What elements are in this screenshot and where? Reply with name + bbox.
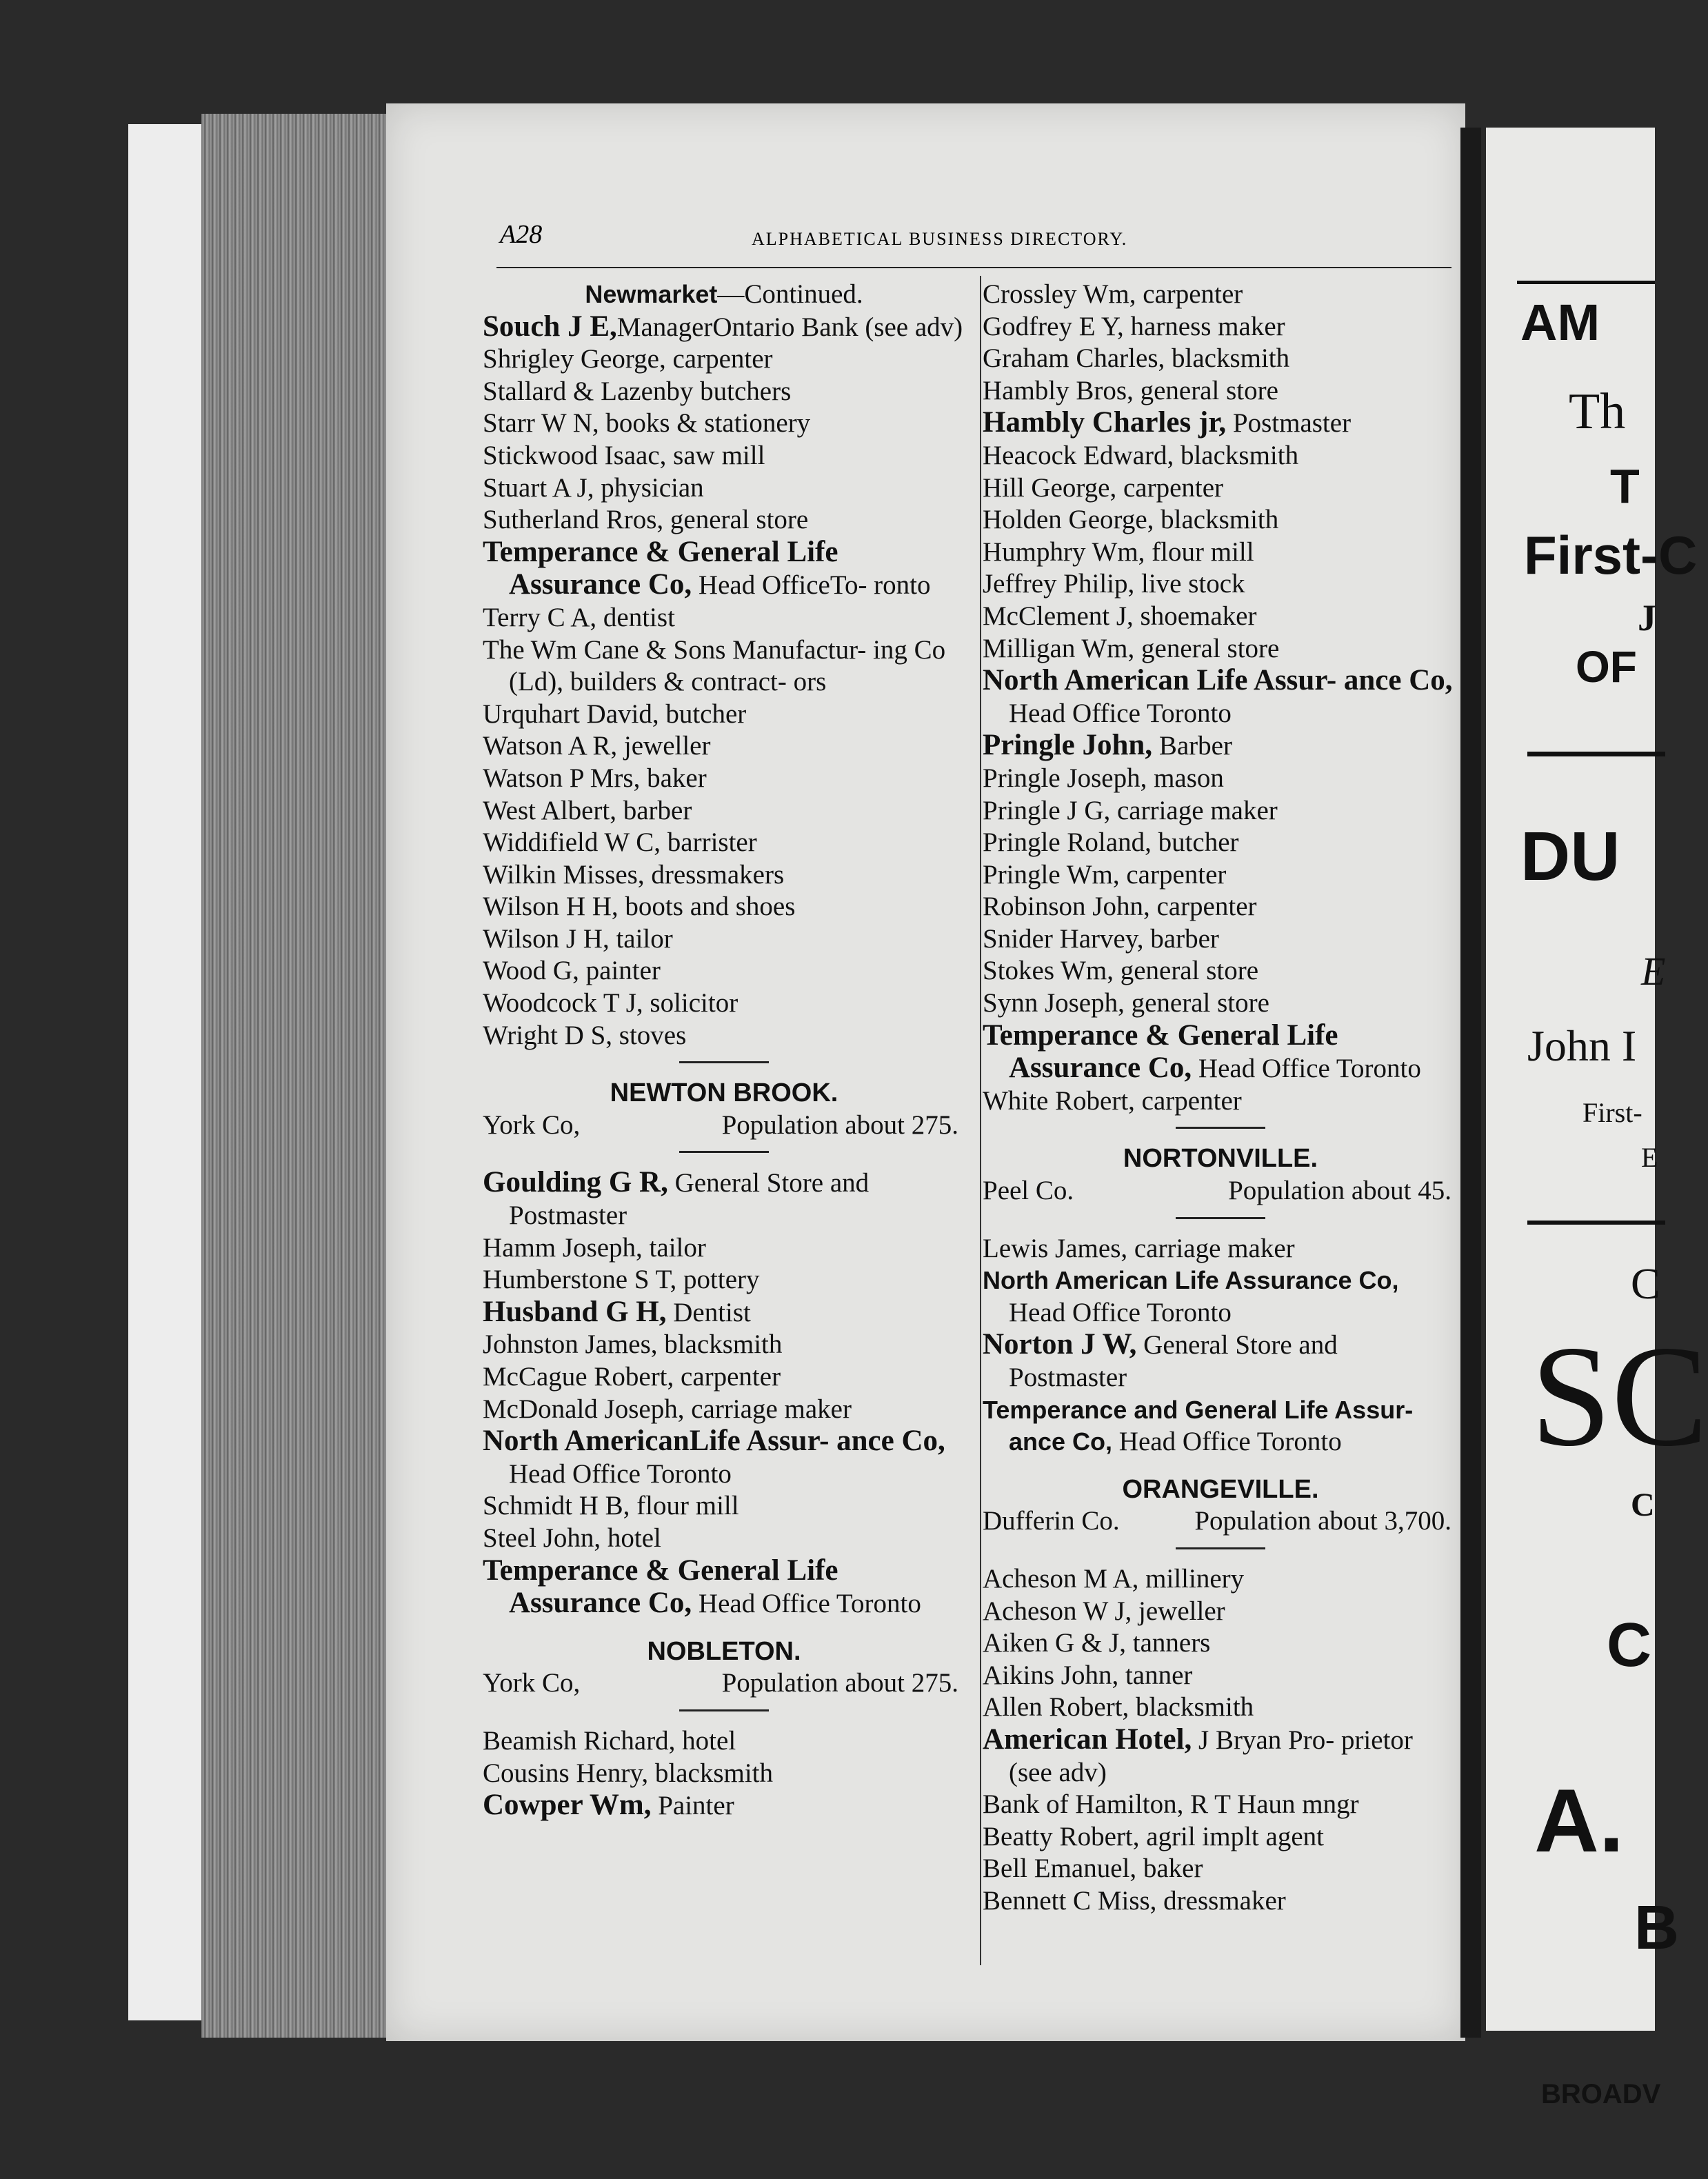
newmarket-entries-left [483, 311, 965, 1052]
entry-text: Humberstone S T, pottery [483, 1265, 760, 1295]
county: Peel Co. [983, 1176, 1074, 1206]
entry-text: Schmidt H B, flour mill [483, 1491, 739, 1521]
page-number: A28 [500, 220, 543, 249]
entry-text: Bank of Hamilton, R T Haun mngr [983, 1789, 1359, 1820]
section-rule [1176, 1217, 1265, 1219]
directory-entry [983, 1660, 1458, 1692]
entry-text: Stuart A J, physician [483, 472, 704, 503]
entry-name: Pringle John, [983, 729, 1153, 762]
population-line [483, 1667, 965, 1700]
directory-entry [483, 1361, 965, 1394]
population: Population about 275. [721, 1109, 958, 1140]
facing-fragment: E [1641, 1142, 1658, 1173]
directory-entry [983, 472, 1458, 505]
directory-entry [983, 407, 1458, 440]
directory-entry [983, 440, 1458, 472]
entry-text: Wood G, painter [483, 956, 661, 986]
entry-text: Bell Emanuel, baker [983, 1854, 1203, 1884]
entry-text: Hamm Joseph, tailor [483, 1232, 706, 1263]
directory-entry [983, 1596, 1458, 1628]
directory-entry [483, 472, 965, 505]
directory-entry [983, 633, 1458, 665]
directory-entry [983, 1563, 1458, 1596]
entry-text: J Bryan Pro- prietor (see adv) [1009, 1725, 1413, 1787]
entry-text: General Store and Postmaster [1009, 1330, 1338, 1392]
directory-entry [483, 440, 965, 472]
directory-entry [483, 1167, 965, 1232]
entry-text: Snider Harvey, barber [983, 923, 1219, 954]
directory-entry [483, 1490, 965, 1523]
directory-entry [983, 1821, 1458, 1854]
directory-entry [983, 1627, 1458, 1660]
directory-entry [983, 1394, 1458, 1458]
entry-text: Johnston James, blacksmith [483, 1329, 783, 1360]
entry-name: Norton J W, [983, 1328, 1137, 1361]
facing-page [1486, 128, 1708, 2109]
entry-name: North American Life Assurance Co, [983, 1266, 1399, 1295]
facing-fragment: OF [1576, 642, 1637, 692]
directory-entry [483, 1789, 965, 1822]
directory-entry [983, 1724, 1458, 1789]
directory-entry [983, 1265, 1458, 1329]
directory-entry [483, 1555, 965, 1620]
entry-text: Beamish Richard, hotel [483, 1725, 736, 1756]
entry-name: North American Life Assur- ance Co, [983, 664, 1453, 697]
directory-entry [483, 376, 965, 408]
entry-text: Woodcock T J, solicitor [483, 988, 739, 1018]
county: Dufferin Co. [983, 1506, 1120, 1536]
entry-text: Graham Charles, blacksmith [983, 343, 1290, 374]
directory-entry [983, 504, 1458, 536]
entry-text: Heacock Edward, blacksmith [983, 440, 1299, 470]
section-title-orangeville: ORANGEVILLE. [1122, 1474, 1319, 1504]
facing-fragment: SC [1531, 1316, 1708, 1476]
entry-name: Temperance & General Life Assurance Co, [483, 535, 838, 601]
section-title-nobleton: NOBLETON. [647, 1636, 801, 1666]
directory-entry [983, 1789, 1458, 1821]
entry-text: Godfrey E Y, harness maker [983, 311, 1285, 341]
directory-entry [983, 891, 1458, 923]
entry-text: Bennett C Miss, dressmaker [983, 1885, 1286, 1916]
running-title: ALPHABETICAL BUSINESS DIRECTORY. [752, 229, 1128, 249]
entry-text: Head Office Toronto [1009, 698, 1232, 728]
directory-entry [483, 730, 965, 763]
background-strip [128, 124, 208, 2020]
entry-text: Sutherland Rros, general store [483, 505, 809, 535]
directory-entry [483, 795, 965, 827]
directory-entry [483, 1264, 965, 1296]
facing-rule [1517, 281, 1655, 284]
facing-fragment: E [1641, 949, 1666, 994]
entry-text: West Albert, barber [483, 795, 692, 825]
facing-rule [1527, 1221, 1665, 1225]
entry-text: Wilson J H, tailor [483, 923, 673, 954]
entry-name: North AmericanLife Assur- ance Co, [483, 1425, 945, 1458]
directory-entry [483, 343, 965, 376]
newton-brook-entries [483, 1167, 965, 1620]
entry-text: Acheson W J, jeweller [983, 1596, 1225, 1626]
directory-entry [983, 1020, 1458, 1085]
directory-entry [483, 763, 965, 795]
directory-entry [483, 987, 965, 1020]
entry-text: Terry C A, dentist [483, 602, 675, 632]
directory-entry [983, 1233, 1458, 1265]
entry-text: Head Office Toronto [1192, 1054, 1421, 1084]
facing-rule [1527, 752, 1665, 756]
entry-text: Painter [651, 1791, 734, 1821]
directory-entry [983, 1329, 1458, 1394]
directory-entry [483, 923, 965, 956]
right-column [983, 279, 1458, 1918]
entry-text: Pringle Roland, butcher [983, 827, 1239, 858]
entry-name: Temperance & General Life Assurance Co, [983, 1018, 1338, 1085]
entry-text: Starr W N, books & stationery [483, 408, 811, 439]
directory-entry [983, 1885, 1458, 1918]
directory-entry [483, 1425, 965, 1490]
population-line [983, 1175, 1458, 1207]
entry-text: Crossley Wm, carpenter [983, 279, 1243, 309]
entry-name: Temperance and General Life Assur- ance Co, [983, 1395, 1414, 1456]
entry-text: Head Office Toronto [1112, 1427, 1342, 1457]
entry-text: General Store and Postmaster [509, 1168, 870, 1231]
nortonville-entries [983, 1233, 1458, 1458]
entry-text: Stallard & Lazenby butchers [483, 376, 792, 406]
directory-entry [983, 763, 1458, 795]
entry-text: Watson A R, jeweller [483, 731, 711, 761]
nobleton-entries [483, 1725, 965, 1822]
facing-fragment: A. [1534, 1770, 1624, 1871]
entry-text: Head Office Toronto [1009, 1297, 1232, 1327]
section-title-nortonville: NORTONVILLE. [1123, 1144, 1318, 1174]
entry-text: Pringle J G, carriage maker [983, 795, 1278, 825]
entry-text: Pringle Wm, carpenter [983, 859, 1227, 890]
entry-text: Acheson M A, millinery [983, 1563, 1245, 1594]
directory-entry [483, 408, 965, 440]
directory-entry [983, 279, 1458, 311]
book-gutter [1460, 128, 1481, 2038]
directory-entry [483, 1232, 965, 1265]
entry-name: Temperance & General Life Assurance Co, [483, 1554, 838, 1620]
entry-text: The Wm Cane & Sons Manufactur- ing Co (Ld), builders & contract- ors [483, 634, 946, 697]
directory-entry [483, 1523, 965, 1555]
directory-entry [483, 536, 965, 602]
entry-text: Head Office Toronto [692, 1589, 921, 1619]
continued-suffix: —Continued. [717, 279, 863, 309]
directory-entry [983, 1085, 1458, 1118]
entry-text: Barber [1152, 731, 1232, 761]
directory-entry [483, 634, 965, 699]
directory-entry [983, 665, 1458, 730]
facing-fragment: First- [1583, 1097, 1642, 1128]
facing-fragment: DU [1520, 818, 1620, 895]
population: Population about 275. [721, 1668, 958, 1698]
directory-entry [483, 1725, 965, 1758]
county: York Co, [483, 1109, 581, 1140]
entry-text: Lewis James, carriage maker [983, 1233, 1295, 1263]
facing-fragment: First-C [1524, 525, 1698, 585]
section-rule [679, 1151, 769, 1153]
entry-text: Dentist [666, 1297, 751, 1327]
entry-text: McCague Robert, carpenter [483, 1362, 781, 1392]
facing-fragment: C [1631, 1259, 1660, 1308]
directory-entry [483, 311, 965, 344]
entry-text: Milligan Wm, general store [983, 633, 1280, 663]
entry-name: Souch J E, [483, 310, 617, 343]
entry-name: Husband G H, [483, 1295, 667, 1328]
entry-text: Head Office Toronto [509, 1458, 732, 1489]
directory-entry [483, 1296, 965, 1329]
entry-text: Synn Joseph, general store [983, 988, 1269, 1018]
book-page-edges [201, 114, 393, 2038]
directory-entry [483, 891, 965, 923]
facing-fragment: C [1607, 1611, 1651, 1680]
directory-entry [983, 568, 1458, 601]
entry-text: Stokes Wm, general store [983, 956, 1259, 986]
directory-entry [483, 1394, 965, 1426]
county: York Co, [483, 1668, 581, 1698]
entry-text: McDonald Joseph, carriage maker [483, 1394, 852, 1424]
directory-entry [983, 311, 1458, 343]
facing-fragment: Th [1569, 383, 1626, 440]
orangeville-entries [983, 1563, 1458, 1918]
population: Population about 45. [1228, 1176, 1451, 1206]
column-rule [980, 276, 981, 1965]
directory-entry [983, 987, 1458, 1020]
section-rule [679, 1061, 769, 1063]
section-rule [1176, 1547, 1265, 1549]
directory-entry [483, 955, 965, 987]
facing-fragment: J [1638, 597, 1656, 639]
directory-entry [983, 730, 1458, 763]
continued-town: Newmarket [585, 280, 718, 308]
directory-entry [483, 602, 965, 634]
directory-entry [983, 795, 1458, 827]
continued-heading [483, 279, 965, 311]
entry-text: Holden George, blacksmith [983, 505, 1279, 535]
entry-name: Cowper Wm, [483, 1789, 652, 1822]
directory-entry [483, 1329, 965, 1361]
entry-text: Urquhart David, butcher [483, 699, 747, 729]
directory-entry [983, 601, 1458, 633]
entry-text: Shrigley George, carpenter [483, 344, 773, 374]
entry-text: ManagerOntario Bank (see adv) [616, 312, 963, 342]
entry-text: Postmaster [1226, 408, 1352, 439]
directory-entry [483, 827, 965, 859]
entry-text: Wilkin Misses, dressmakers [483, 859, 785, 890]
directory-entry [483, 859, 965, 892]
entry-text: Steel John, hotel [483, 1523, 661, 1553]
entry-text: Cousins Henry, blacksmith [483, 1758, 774, 1788]
directory-entry [483, 699, 965, 731]
entry-name: American Hotel, [983, 1723, 1192, 1756]
directory-entry [983, 827, 1458, 859]
entry-text: Aikins John, tanner [983, 1660, 1193, 1690]
entry-text: Wright D S, stoves [483, 1020, 687, 1050]
entry-text: Jeffrey Philip, live stock [983, 569, 1245, 599]
entry-name: Goulding G R, [483, 1166, 668, 1199]
entry-text: Robinson John, carpenter [983, 892, 1257, 922]
section-rule [679, 1709, 769, 1711]
entry-text: Head OfficeTo- ronto [692, 570, 931, 601]
entry-text: Widdifield W C, barrister [483, 827, 757, 858]
entry-text: Stickwood Isaac, saw mill [483, 440, 765, 470]
facing-fragment: AM [1520, 294, 1600, 351]
directory-entry [483, 1758, 965, 1790]
directory-entry [983, 1691, 1458, 1724]
facing-fragment: C [1631, 1487, 1655, 1523]
newmarket-entries-right [983, 279, 1458, 1117]
facing-fragment: B [1634, 1894, 1679, 1962]
facing-fragment: John I [1527, 1021, 1637, 1070]
population: Population about 3,700. [1194, 1506, 1451, 1536]
directory-entry [483, 1020, 965, 1052]
facing-fragment: T [1610, 459, 1640, 513]
entry-text: White Robert, carpenter [983, 1085, 1242, 1116]
entry-text: Hambly Bros, general store [983, 375, 1278, 405]
directory-entry [983, 955, 1458, 987]
entry-text: Watson P Mrs, baker [483, 763, 707, 793]
left-column [483, 279, 965, 1822]
entry-name: Hambly Charles jr, [983, 406, 1227, 439]
entry-text: Beatty Robert, agril implt agent [983, 1821, 1324, 1851]
directory-entry [983, 1853, 1458, 1885]
entry-text: Hill George, carpenter [983, 472, 1224, 503]
population-line [483, 1109, 965, 1142]
entry-text: Aiken G & J, tanners [983, 1628, 1211, 1658]
directory-entry [983, 343, 1458, 375]
facing-fragment: BROADV [1541, 2079, 1661, 2109]
directory-entry [983, 859, 1458, 892]
section-rule [1176, 1127, 1265, 1129]
directory-entry [483, 504, 965, 536]
entry-text: Humphry Wm, flour mill [983, 536, 1254, 567]
entry-text: Wilson H H, boots and shoes [483, 892, 796, 922]
directory-entry [983, 536, 1458, 569]
entry-text: McClement J, shoemaker [983, 601, 1257, 631]
header-rule [496, 267, 1451, 268]
population-line [983, 1505, 1458, 1538]
section-title-newton-brook: NEWTON BROOK. [610, 1078, 838, 1108]
directory-entry [983, 375, 1458, 408]
entry-text: Allen Robert, blacksmith [983, 1692, 1254, 1723]
directory-entry [983, 923, 1458, 956]
entry-text: Pringle Joseph, mason [983, 763, 1224, 793]
